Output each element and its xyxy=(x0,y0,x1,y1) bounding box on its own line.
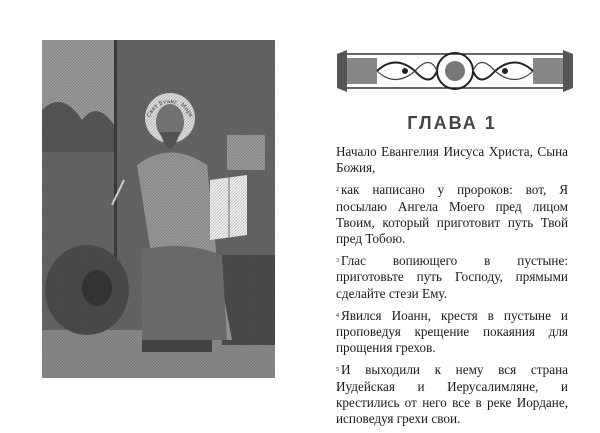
verse-3 xyxy=(336,253,568,302)
halo-inscription-text: Свят Еѵанг. Марк xyxy=(146,98,194,119)
verse-number: 3 xyxy=(336,258,339,265)
decorative-headpiece-ornament xyxy=(335,46,575,98)
verse-text: Глас вопиющего в пустыне: приготовьте путь Господу, прямыми сделайте стези Ему. xyxy=(336,253,568,301)
verse-text: как написано у пророков: вот, Я посылаю Ангела Моего пред лицом Твоим, который приготовит путь Твой пред Тобою. xyxy=(336,182,568,247)
verse-number: 2 xyxy=(336,187,339,194)
verse-4 xyxy=(336,308,568,357)
verse-number: 5 xyxy=(336,367,339,374)
chapter-title: ГЛАВА 1 xyxy=(407,113,497,133)
verse-5 xyxy=(336,362,568,427)
verse-text: Начало Евангелия Иисуса Христа, Сына Божия, xyxy=(336,144,568,176)
saint-mark-engraving xyxy=(42,40,275,378)
chapter-text xyxy=(336,144,568,433)
verse-text: И выходили к нему вся страна Иудейская и Иерусалимляне, и крестились от него все в реке Иордане, исповедуя грехи свои. xyxy=(336,362,568,427)
verse-2 xyxy=(336,182,568,247)
verse-number: 4 xyxy=(336,312,339,319)
verse-1 xyxy=(336,144,568,176)
verse-text: Явился Иоанн, крестя в пустыне и проповедуя крещение покаяния для прощения грехов. xyxy=(336,307,568,356)
